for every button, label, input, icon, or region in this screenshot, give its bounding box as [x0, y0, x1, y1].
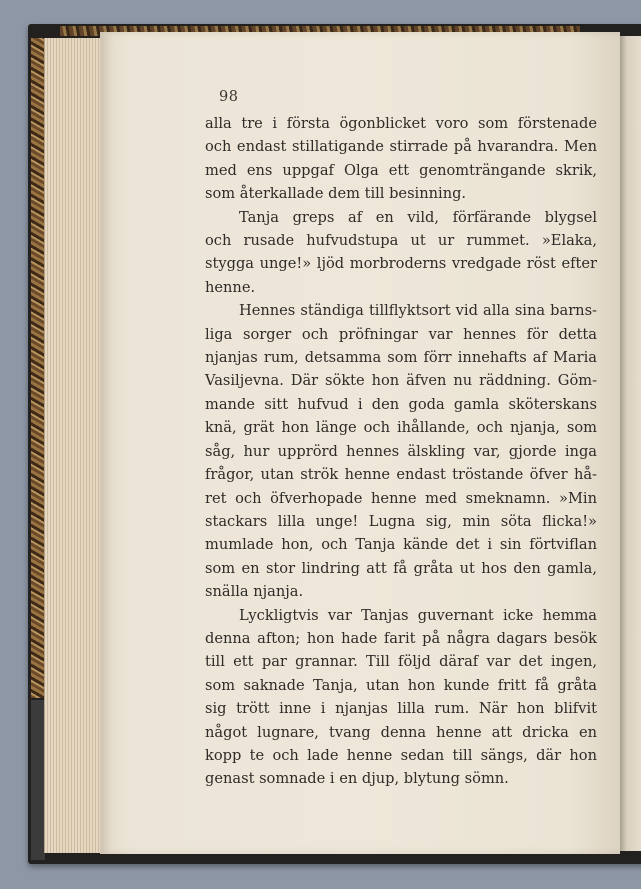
page-number: 98: [219, 89, 239, 105]
text-line: som saknade Tanja, utan hon kunde fritt få gråta: [205, 676, 597, 694]
text-line: till ett par grannar. Till följd däraf var det ingen,: [205, 653, 597, 671]
paragraph: [205, 112, 597, 206]
text-line: Lyckligtvis var Tanjas guvernant icke hemma: [239, 606, 597, 624]
paragraph: [205, 299, 597, 603]
text-line: mumlade hon, och Tanja kände det i sin förtviflan: [205, 536, 597, 554]
text-line: såg, hur upprörd hennes älskling var, gjorde inga: [205, 442, 597, 460]
text-line: alla tre i första ögonblicket voro som förstenade: [205, 115, 597, 132]
text-line: henne.: [205, 278, 256, 296]
text-line: njanjas rum, detsamma som förr innehafts af Maria: [205, 349, 597, 367]
text-line: snälla njanja.: [205, 583, 304, 601]
text-line: Tanja greps af en vild, förfärande blygsel: [239, 208, 597, 226]
text-line: kopp te och lade henne sedan till sängs, där hon: [205, 746, 597, 764]
text-line: något lugnare, tvang denna henne att dricka en: [205, 723, 597, 741]
text-line: och endast stillatigande stirrade på hvarandra. Men: [205, 138, 597, 156]
text-line: Hennes ständiga tillflyktsort vid alla sina barns-: [239, 302, 597, 320]
adjacent-page-edge: [618, 36, 641, 851]
text-line: genast somnade i en djup, blytung sömn.: [205, 770, 509, 788]
text-line: knä, grät hon länge och ihållande, och njanja, som: [205, 419, 597, 437]
text-line: som återkallade dem till besinning.: [205, 185, 467, 203]
text-line: stygga unge!» ljöd morbroderns vredgade röst efter: [205, 255, 597, 273]
text-line: stackars lilla unge! Lugna sig, min söta flicka!»: [205, 512, 597, 530]
text-line: frågor, utan strök henne endast tröstande öfver hå-: [205, 466, 597, 484]
paragraph: [205, 604, 597, 791]
marbled-endpaper: [31, 38, 45, 698]
text-line: med ens uppgaf Olga ett genomträngande skrik,: [205, 161, 597, 179]
text-line: som en stor lindring att få gråta ut hos den gamla,: [205, 559, 597, 577]
text-line: denna afton; hon hade farit på några dagars besök: [205, 629, 597, 647]
text-line: sig trött inne i njanjas lilla rum. När hon blifvit: [205, 700, 597, 718]
text-line: och rusade hufvudstupa ut ur rummet. »Elaka,: [205, 232, 597, 250]
page-text: [205, 112, 597, 791]
text-line: liga sorger och pröfningar var hennes för detta: [205, 325, 597, 343]
text-line: Vasiljevna. Där sökte hon äfven nu räddning. Göm-: [205, 372, 597, 390]
paragraph: [205, 206, 597, 300]
cover-inner-edge: [31, 700, 45, 860]
text-line: ret och öfverhopade henne med smeknamn. »Min: [205, 489, 597, 507]
text-line: mande sitt hufvud i den goda gamla sköterskans: [205, 395, 597, 413]
